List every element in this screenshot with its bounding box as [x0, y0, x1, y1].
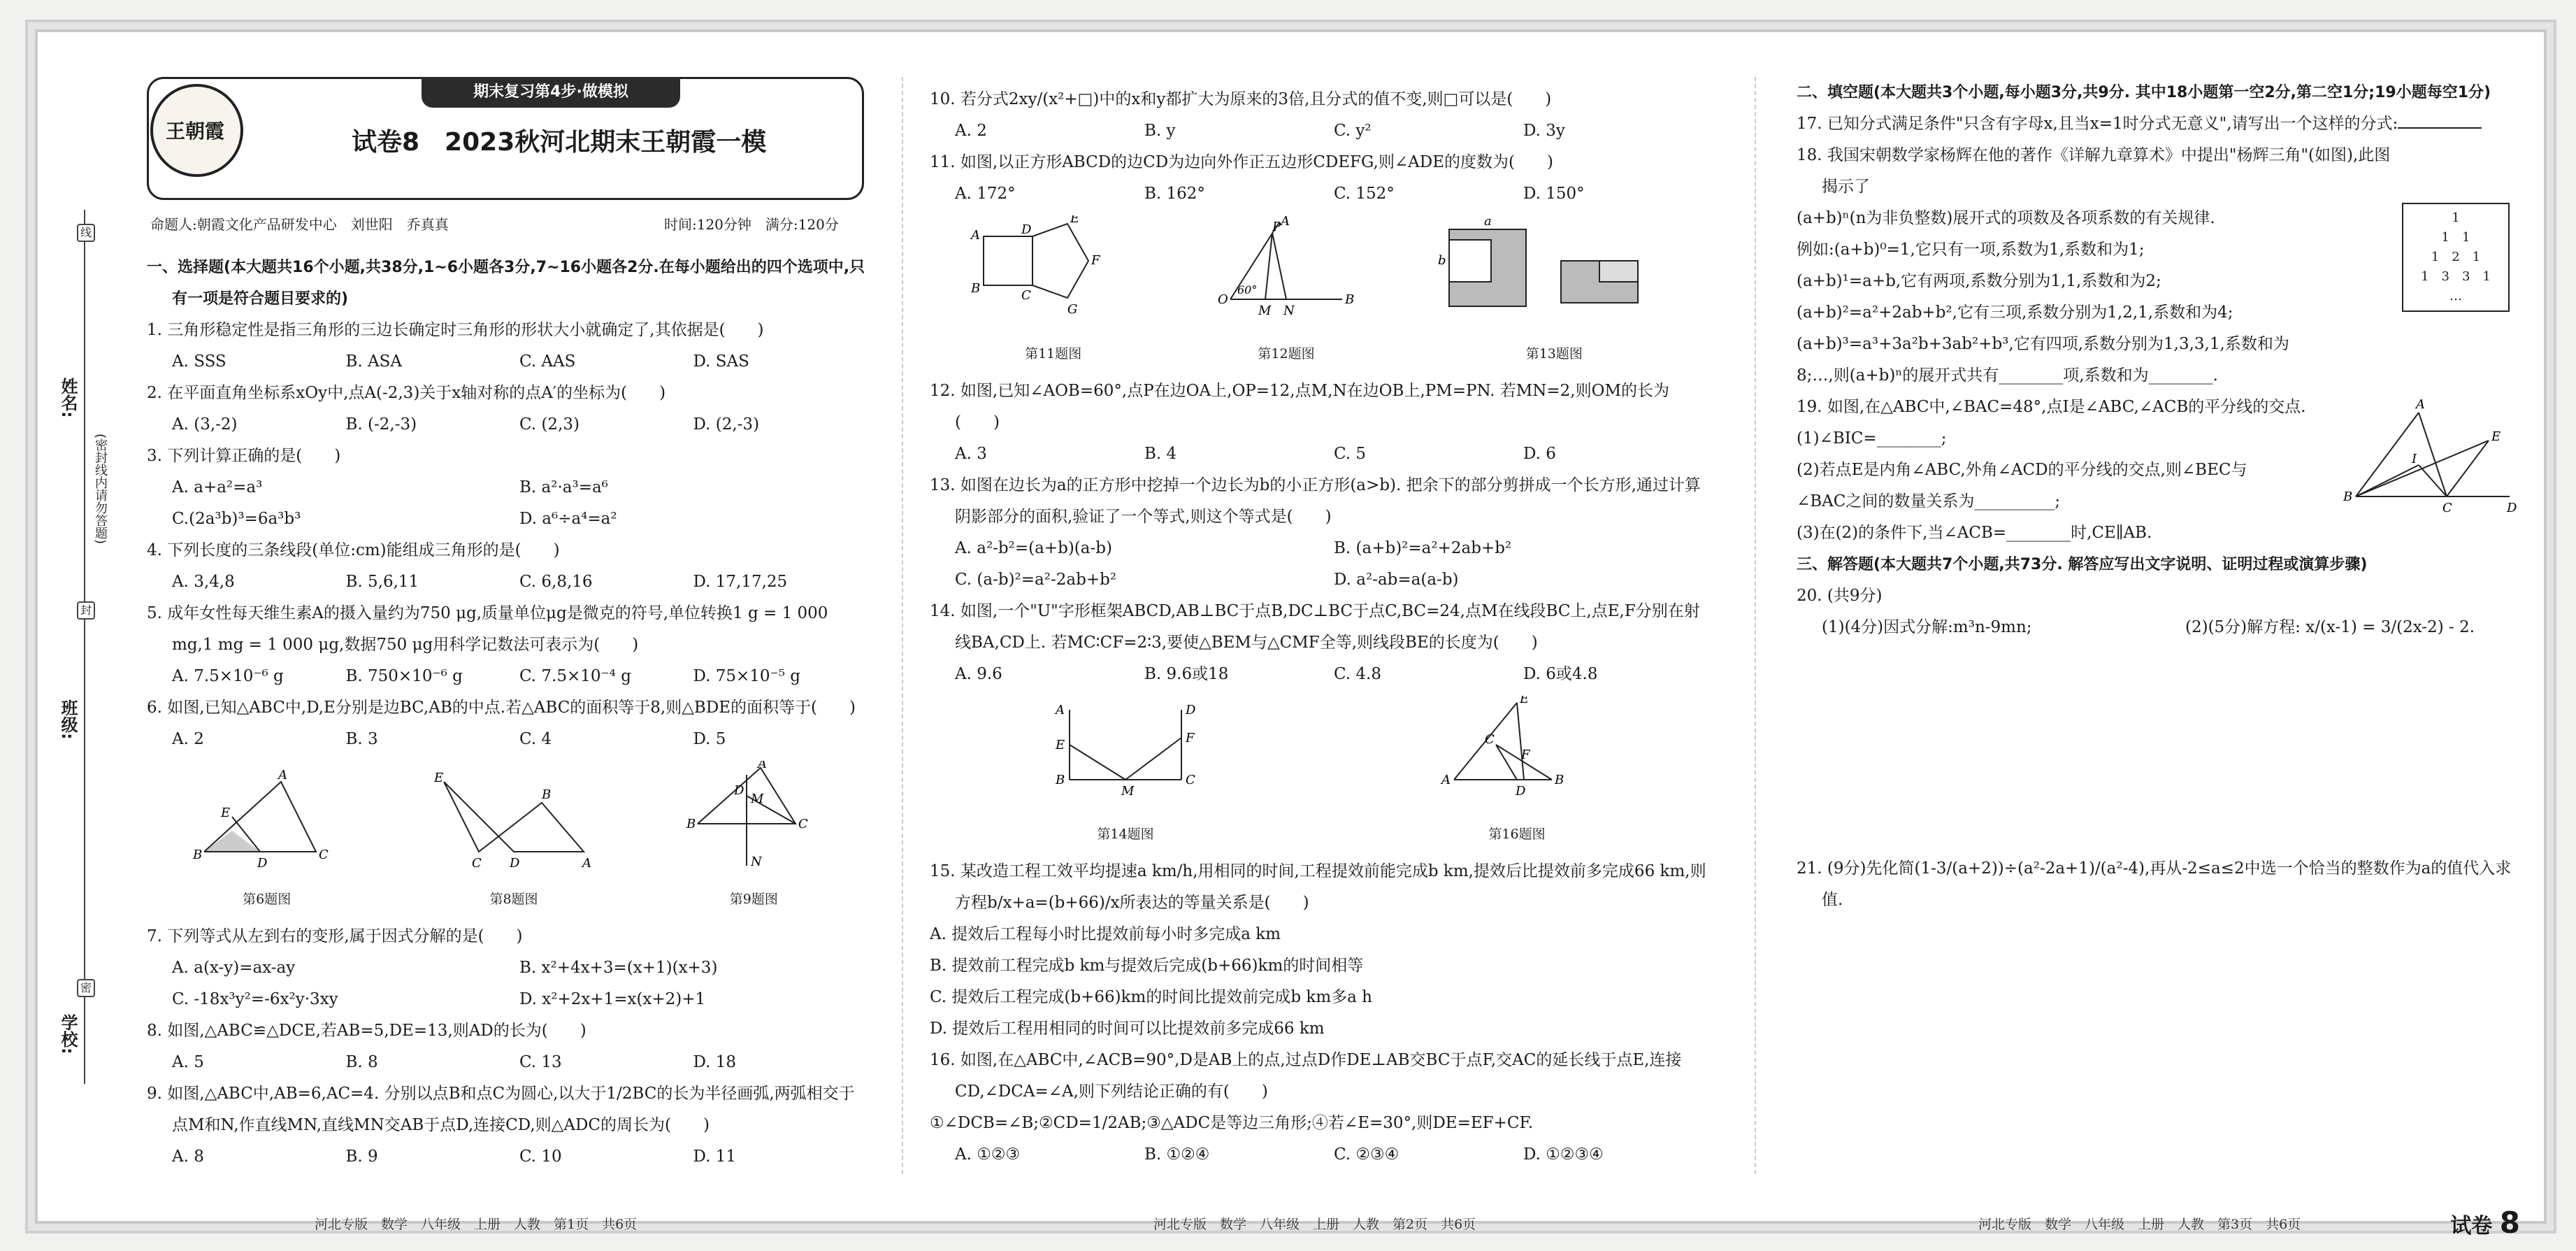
- question-stem: 3. 下列计算正确的是( ): [147, 447, 341, 465]
- option-row: [147, 1047, 867, 1078]
- question-20: 20. (共9分): [1797, 587, 1883, 605]
- option[interactable]: B. 3: [345, 730, 378, 748]
- school-label: 学校:: [58, 1014, 78, 1055]
- figure-caption: 第11题图: [1025, 346, 1082, 362]
- svg-text:b: b: [1438, 253, 1446, 268]
- question-18: [1797, 140, 2517, 392]
- seal-mark: 封: [77, 601, 95, 620]
- question-16-options: [930, 1139, 1713, 1171]
- svg-text:D: D: [257, 856, 268, 871]
- svg-text:C: C: [318, 848, 329, 862]
- figure-row: [930, 696, 1713, 850]
- svg-text:P: P: [1272, 220, 1281, 234]
- option[interactable]: D. a⁶÷a⁴=a²: [519, 510, 617, 528]
- svg-text:C: C: [798, 817, 809, 831]
- option-row: [930, 115, 1713, 147]
- question-18-line: 例如:(a+b)⁰=1,它只有一项,系数为1,系数和为1;: [1797, 241, 2145, 259]
- figure-q16-svg: [1440, 696, 1594, 808]
- option[interactable]: B. x²+4x+3=(x+1)(x+3): [519, 959, 718, 977]
- option[interactable]: A. ①②③: [955, 1145, 1021, 1164]
- option[interactable]: B. 750×10⁻⁶ g: [345, 667, 463, 685]
- question-stem: 10. 若分式2xy/(x²+□)中的x和y都扩大为原来的3倍,且分式的值不变,则□可以是( ): [930, 90, 1552, 108]
- option[interactable]: D. 18: [693, 1053, 737, 1071]
- question-19-line: (1)∠BIC=________;: [1797, 429, 1947, 448]
- option[interactable]: D. 75×10⁻⁵ g: [693, 667, 800, 685]
- figure-q16: [1440, 696, 1594, 850]
- header-banner: [147, 77, 864, 200]
- question-stem: 9. 如图,△ABC中,AB=6,AC=4. 分别以点B和点C为圆心,以大于1/2BC的长为半径画弧,两弧相交于点M和N,作直线MN,直线MN交AB于点D,连接CD,则△ADC的周长为( ): [147, 1085, 855, 1134]
- question-20-part2: (2)(5分)解方程: x/(x-1) = 3/(2x-2) - 2.: [2185, 618, 2475, 636]
- option[interactable]: B. a²·a³=a⁶: [519, 478, 608, 496]
- svg-text:O: O: [1217, 292, 1228, 307]
- figure-caption: 第6题图: [243, 892, 292, 907]
- svg-text:A: A: [1441, 773, 1451, 787]
- column-3: [1797, 77, 2517, 916]
- question-19-line: (3)在(2)的条件下,当∠ACB=________时,CE∥AB.: [1797, 524, 2152, 542]
- svg-text:N: N: [751, 855, 763, 869]
- svg-text:B: B: [192, 848, 202, 862]
- svg-text:D: D: [1021, 222, 1032, 237]
- option[interactable]: C. y²: [1334, 122, 1372, 140]
- option[interactable]: C. AAS: [519, 352, 576, 371]
- question-20-parts: [1797, 612, 2517, 643]
- question-17: [1797, 108, 2517, 140]
- figure-caption: 第16题图: [1488, 827, 1546, 842]
- binding-sidebar: [58, 210, 112, 1084]
- option-row: [147, 1141, 867, 1173]
- svg-text:M: M: [751, 792, 764, 806]
- figure-q9-svg: [684, 761, 823, 873]
- svg-text:B: B: [970, 281, 980, 296]
- seal-note: (密封线内请勿答题): [93, 434, 108, 545]
- svg-text:F: F: [1091, 253, 1100, 268]
- option[interactable]: D. 17,17,25: [693, 573, 788, 591]
- question-18-line: (a+b)³=a³+3a²b+3ab²+b³,它有四项,系数分别为1,3,3,1,系数和为: [1797, 335, 2289, 353]
- answer-space[interactable]: [1797, 643, 2517, 853]
- question-19: [1797, 392, 2517, 549]
- option-row: [147, 724, 867, 755]
- option[interactable]: B. 9.6或18: [1144, 665, 1229, 683]
- option[interactable]: A. a(x-y)=ax-ay: [172, 959, 296, 977]
- column-divider: [1755, 77, 1756, 1174]
- question-stem: 7. 下列等式从左到右的变形,属于因式分解的是( ): [147, 927, 523, 945]
- option[interactable]: C. 13: [519, 1053, 562, 1071]
- option[interactable]: C. 10: [519, 1148, 562, 1166]
- svg-text:F: F: [1521, 748, 1530, 762]
- option[interactable]: C. 152°: [1334, 185, 1395, 203]
- figure-q6-svg: [190, 768, 344, 873]
- question-list: [147, 315, 867, 755]
- svg-text:A: A: [582, 856, 591, 871]
- svg-text:B: B: [1344, 292, 1355, 307]
- svg-text:A: A: [278, 768, 287, 782]
- svg-text:a: a: [1484, 215, 1492, 229]
- option[interactable]: B. 4: [1144, 445, 1177, 463]
- option[interactable]: D. 150°: [1523, 185, 1585, 203]
- option[interactable]: C. ②③④: [1334, 1145, 1399, 1164]
- question-15-options: [930, 919, 1713, 1045]
- banner-tag: 期末复习第4步·做模拟: [422, 77, 680, 108]
- class-label: 班级:: [58, 699, 78, 740]
- option[interactable]: C. 4: [519, 730, 552, 748]
- option[interactable]: A. 2: [955, 122, 987, 140]
- question-17-text: 17. 已知分式满足条件"只含有字母x,且当x=1时分式无意义",请写出一个这样的分式:: [1797, 115, 2398, 133]
- question-stem: 1. 三角形稳定性是指三角形的三边长确定时三角形的形状大小就确定了,其依据是( ): [147, 321, 764, 339]
- option[interactable]: C. 提效后工程完成(b+66)km的时间比提效前完成b km多a h: [930, 988, 1372, 1006]
- svg-text:E: E: [433, 771, 444, 785]
- svg-text:60°: 60°: [1237, 283, 1258, 296]
- option[interactable]: B. ①②④: [1144, 1145, 1210, 1164]
- option[interactable]: A. (3,-2): [172, 415, 238, 434]
- option[interactable]: D. 6或4.8: [1523, 665, 1598, 683]
- figure-q8-svg: [430, 768, 598, 873]
- option[interactable]: B. (a+b)²=a²+2ab+b²: [1334, 539, 1512, 557]
- question-stem: 8. 如图,△ABC≌△DCE,若AB=5,DE=13,则AD的长为( ): [147, 1022, 587, 1040]
- svg-text:A: A: [1056, 703, 1065, 717]
- svg-text:M: M: [1258, 303, 1272, 318]
- svg-text:N: N: [1283, 303, 1295, 318]
- question-list-2: [930, 376, 1713, 690]
- triangle-row: 1 2 1: [2431, 250, 2481, 264]
- section-heading: 二、填空题(本大题共3个小题,每小题3分,共9分. 其中18小题第一空2分,第二空1分;19小题每空1分): [1797, 84, 2491, 101]
- option[interactable]: B. ASA: [345, 352, 402, 371]
- figure-q6: [190, 768, 344, 915]
- page-footer: 河北专版 数学 八年级 上册 人教 第3页 共6页: [1978, 1217, 2301, 1232]
- option[interactable]: A. 8: [172, 1148, 204, 1166]
- answer-blank[interactable]: [2398, 127, 2482, 129]
- question-stem: 2. 在平面直角坐标系xOy中,点A(-2,3)关于x轴对称的点A′的坐标为( ): [147, 384, 666, 402]
- svg-text:E: E: [1056, 738, 1065, 752]
- svg-text:G: G: [1067, 302, 1078, 317]
- svg-text:B: B: [2343, 489, 2353, 504]
- question-15: 15. 某改造工程工效平均提速a km/h,用相同的时间,工程提效前能完成b km,提效后比提效前多完成66 km,则方程b/x+a=(b+66)/x所表达的等量关系是( ): [930, 862, 1706, 912]
- svg-text:I: I: [2412, 452, 2417, 466]
- option[interactable]: C. -18x³y²=-6x²y·3xy: [172, 990, 338, 1008]
- svg-text:D: D: [734, 783, 744, 798]
- option[interactable]: C. (a-b)²=a²-2ab+b²: [955, 571, 1117, 589]
- option[interactable]: B. (-2,-3): [345, 415, 417, 434]
- figure-q9: [684, 761, 823, 915]
- option[interactable]: D. x²+2x+1=x(x+2)+1: [519, 990, 706, 1008]
- option[interactable]: A. 7.5×10⁻⁶ g: [172, 667, 284, 685]
- option[interactable]: D. SAS: [693, 352, 749, 371]
- option[interactable]: D. a²-ab=a(a-b): [1334, 571, 1459, 589]
- svg-text:E: E: [2491, 429, 2501, 444]
- option[interactable]: D. 3y: [1523, 122, 1565, 140]
- column-2: [930, 84, 1713, 1171]
- question-stem: 14. 如图,一个"U"字形框架ABCD,AB⊥BC于点B,DC⊥BC于点C,BC=24,点M在线段BC上,点E,F分别在射线BA,CD上. 若MC∶CF=2∶3,要使△BEM与△CMF全等,则线段BE的长度为( ): [930, 602, 1700, 652]
- option-row: [930, 178, 1713, 210]
- option[interactable]: D. 6: [1523, 445, 1556, 463]
- seal-line: [84, 210, 85, 1084]
- option[interactable]: A. 3: [955, 445, 987, 463]
- section-heading: 一、选择题(本大题共16个小题,共38分,1~6小题各3分,7~16小题各2分.在每小题给出的四个选项中,只有一项是符合题目要求的): [147, 259, 865, 308]
- svg-text:B: B: [1056, 773, 1065, 787]
- figure-q11: [970, 215, 1137, 370]
- name-label: 姓名:: [58, 378, 78, 418]
- svg-text:B: B: [541, 787, 552, 802]
- option-row: [930, 438, 1713, 470]
- figure-q8: [430, 768, 598, 915]
- section-heading: 三、解答题(本大题共7个小题,共73分. 解答应写出文字说明、证明过程或演算步骤): [1797, 556, 2368, 573]
- question-stem: 13. 如图在边长为a的正方形中挖掉一个边长为b的小正方形(a>b). 把余下的部分剪拼成一个长方形,通过计算阴影部分的面积,验证了一个等式,则这个等式是( ): [930, 476, 1701, 526]
- option[interactable]: A. a²-b²=(a+b)(a-b): [955, 539, 1112, 557]
- question-stem: 12. 如图,已知∠AOB=60°,点P在边OA上,OP=12,点M,N在边OB上,PM=PN. 若MN=2,则OM的长为( ): [930, 382, 1670, 431]
- svg-text:A: A: [1280, 215, 1290, 229]
- option[interactable]: A. SSS: [172, 352, 226, 371]
- svg-text:C: C: [2442, 501, 2452, 515]
- option[interactable]: D. 提效后工程用相同的时间可以比提效前多完成66 km: [930, 1020, 1325, 1038]
- figure-caption: 第9题图: [729, 892, 778, 907]
- svg-text:C: C: [471, 856, 482, 871]
- option[interactable]: C. (2,3): [519, 415, 580, 434]
- svg-text:B: B: [686, 817, 696, 831]
- svg-text:A: A: [758, 761, 768, 771]
- option[interactable]: C.(2a³b)³=6a³b³: [172, 510, 301, 528]
- option[interactable]: B. y: [1144, 122, 1176, 140]
- option[interactable]: A. 3,4,8: [172, 573, 235, 591]
- triangle-row: 1 1: [2441, 230, 2470, 245]
- figure-caption: 第12题图: [1258, 346, 1315, 362]
- option[interactable]: C. 7.5×10⁻⁴ g: [519, 667, 631, 685]
- option-row: [147, 661, 867, 692]
- option[interactable]: B. 8: [345, 1053, 378, 1071]
- question-stem: 11. 如图,以正方形ABCD的边CD为边向外作正五边形CDEFG,则∠ADE的度数为( ): [930, 153, 1553, 171]
- yanghui-triangle: [2402, 203, 2510, 312]
- option[interactable]: A. 9.6: [955, 665, 1002, 683]
- column-1: [147, 252, 867, 1173]
- option[interactable]: C. 6,8,16: [519, 573, 593, 591]
- question-stem: 5. 成年女性每天维生素A的摄入量约为750 μg,质量单位μg是微克的符号,单位转换1 g = 1 000 mg,1 mg = 1 000 μg,数据750 μg用科学记数法可表示为( ): [147, 604, 828, 654]
- seal-mark: 线: [77, 224, 95, 242]
- option[interactable]: A. 提效后工程每小时比提效前每小时多完成a km: [930, 925, 1281, 943]
- question-19-line: 19. 如图,在△ABC中,∠BAC=48°,点I是∠ABC,∠ACB的平分线的交点.: [1797, 398, 2306, 416]
- option[interactable]: D. ①②③④: [1523, 1145, 1604, 1164]
- question-19-line: (2)若点E是内角∠ABC,外角∠ACD的平分线的交点,则∠BEC与: [1797, 461, 2247, 479]
- paper-title: 试卷8 2023秋河北期末王朝霞一模: [352, 128, 767, 157]
- page-footer: 河北专版 数学 八年级 上册 人教 第1页 共6页: [315, 1217, 638, 1232]
- question-18-line: (a+b)ⁿ(n为非负整数)展开式的项数及各项系数的有关规律.: [1797, 209, 2215, 227]
- question-20-part1: (1)(4分)因式分解:m³n-9mn;: [1822, 618, 2032, 636]
- figure-caption: 第14题图: [1097, 827, 1154, 842]
- option[interactable]: A. 5: [172, 1053, 204, 1071]
- option[interactable]: C. 4.8: [1334, 665, 1381, 683]
- question-16-conditions: ①∠DCB=∠B;②CD=1/2AB;③△ADC是等边三角形;④若∠E=30°,则DE=EF+CF.: [930, 1114, 1534, 1132]
- svg-text:D: D: [2507, 501, 2517, 515]
- figure-caption: 第13题图: [1525, 346, 1583, 362]
- option-row: [930, 659, 1713, 690]
- svg-text:C: C: [1021, 288, 1031, 303]
- svg-text:F: F: [1186, 731, 1195, 745]
- logo-text: 王朝霞: [166, 120, 225, 143]
- question-16: 16. 如图,在△ABC中,∠ACB=90°,D是AB上的点,过点D作DE⊥AB交BC于点F,交AC的延长线于点E,连接CD,∠DCA=∠A,则下列结论正确的有( ): [930, 1051, 1682, 1101]
- svg-text:C: C: [1186, 773, 1195, 787]
- figure-row: [147, 761, 867, 915]
- option[interactable]: B. 提效前工程完成b km与提效后完成(b+66)km的时间相等: [930, 957, 1364, 975]
- column-divider: [902, 77, 903, 1174]
- badge-prefix: 试卷: [2450, 1214, 2493, 1238]
- option[interactable]: A. a+a²=a³: [172, 478, 263, 496]
- svg-text:E: E: [220, 806, 230, 820]
- question-18-line: (a+b)²=a²+2ab+b²,它有三项,系数分别为1,2,1,系数和为4;: [1797, 303, 2233, 322]
- option[interactable]: D. 11: [693, 1148, 737, 1166]
- question-19-line: ∠BAC之间的数量关系为__________;: [1797, 492, 2061, 510]
- option[interactable]: B. 9: [345, 1148, 378, 1166]
- svg-text:E: E: [1070, 215, 1079, 226]
- figure-q19-svg: [2342, 399, 2517, 524]
- figure-q14: [1049, 696, 1202, 850]
- svg-text:C: C: [1485, 732, 1495, 747]
- svg-text:A: A: [970, 228, 980, 243]
- figure-q13-svg: [1435, 215, 1673, 327]
- figure-q12-svg: [1216, 215, 1356, 327]
- svg-text:D: D: [1516, 784, 1526, 799]
- figure-q13: [1435, 215, 1673, 370]
- svg-text:D: D: [509, 856, 520, 871]
- option-row: [147, 472, 867, 535]
- option[interactable]: B. 5,6,11: [345, 573, 419, 591]
- option[interactable]: A. 172°: [955, 185, 1016, 203]
- page-footer: 河北专版 数学 八年级 上册 人教 第2页 共6页: [1153, 1217, 1476, 1232]
- option-row: [147, 409, 867, 441]
- question-stem: 4. 下列长度的三条线段(单位:cm)能组成三角形的是( ): [147, 541, 560, 559]
- option[interactable]: A. 2: [172, 730, 204, 748]
- question-stem: 6. 如图,已知△ABC中,D,E分别是边BC,AB的中点.若△ABC的面积等于8,则△BDE的面积等于( ): [147, 699, 856, 717]
- svg-text:E: E: [1520, 696, 1530, 706]
- triangle-row: …: [2449, 289, 2462, 303]
- badge-number: 8: [2499, 1206, 2520, 1240]
- paper-number-badge: [2450, 1206, 2520, 1240]
- option-row: [147, 952, 867, 1015]
- figure-q14-svg: [1049, 696, 1202, 808]
- triangle-row: 1: [2452, 210, 2460, 225]
- question-18-line: (a+b)¹=a+b,它有两项,系数分别为1,1,系数和为2;: [1797, 272, 2161, 290]
- triangle-row: 1 3 3 1: [2421, 269, 2491, 284]
- svg-text:M: M: [1121, 784, 1135, 799]
- option[interactable]: C. 5: [1334, 445, 1367, 463]
- option-row: [147, 346, 867, 378]
- figure-row: [930, 215, 1713, 370]
- question-list-2: [147, 921, 867, 1173]
- svg-text:B: B: [1555, 773, 1564, 787]
- question-21: 21. (9分)先化简(1-3/(a+2))÷(a²-2a+1)/(a²-4),再从-2≤a≤2中选一个恰当的整数作为a的值代入求值.: [1797, 859, 2512, 909]
- authors: 命题人:朝霞文化产品研发中心 刘世阳 乔真真: [150, 216, 449, 233]
- svg-text:D: D: [1186, 703, 1196, 717]
- time-score: 时间:120分钟 满分:120分: [664, 216, 839, 233]
- figure-q11-svg: [970, 215, 1137, 327]
- seal-mark: 密: [77, 979, 95, 997]
- option[interactable]: D. (2,-3): [693, 415, 760, 434]
- option-row: [147, 566, 867, 598]
- figure-q12: [1216, 215, 1356, 370]
- option[interactable]: D. 5: [693, 730, 726, 748]
- svg-text:A: A: [2416, 399, 2425, 412]
- question-18-line: 8;…,则(a+b)ⁿ的展开式共有________项,系数和为________.: [1797, 366, 2218, 385]
- option[interactable]: B. 162°: [1144, 185, 1205, 203]
- figure-caption: 第8题图: [489, 892, 538, 907]
- option-row: [930, 533, 1713, 596]
- question-18-line: 18. 我国宋朝数学家杨辉在他的著作《详解九章算术》中提出"杨辉三角"(如图),此图揭示了: [1797, 146, 2391, 196]
- brand-logo: [150, 84, 243, 177]
- question-list: [930, 84, 1713, 210]
